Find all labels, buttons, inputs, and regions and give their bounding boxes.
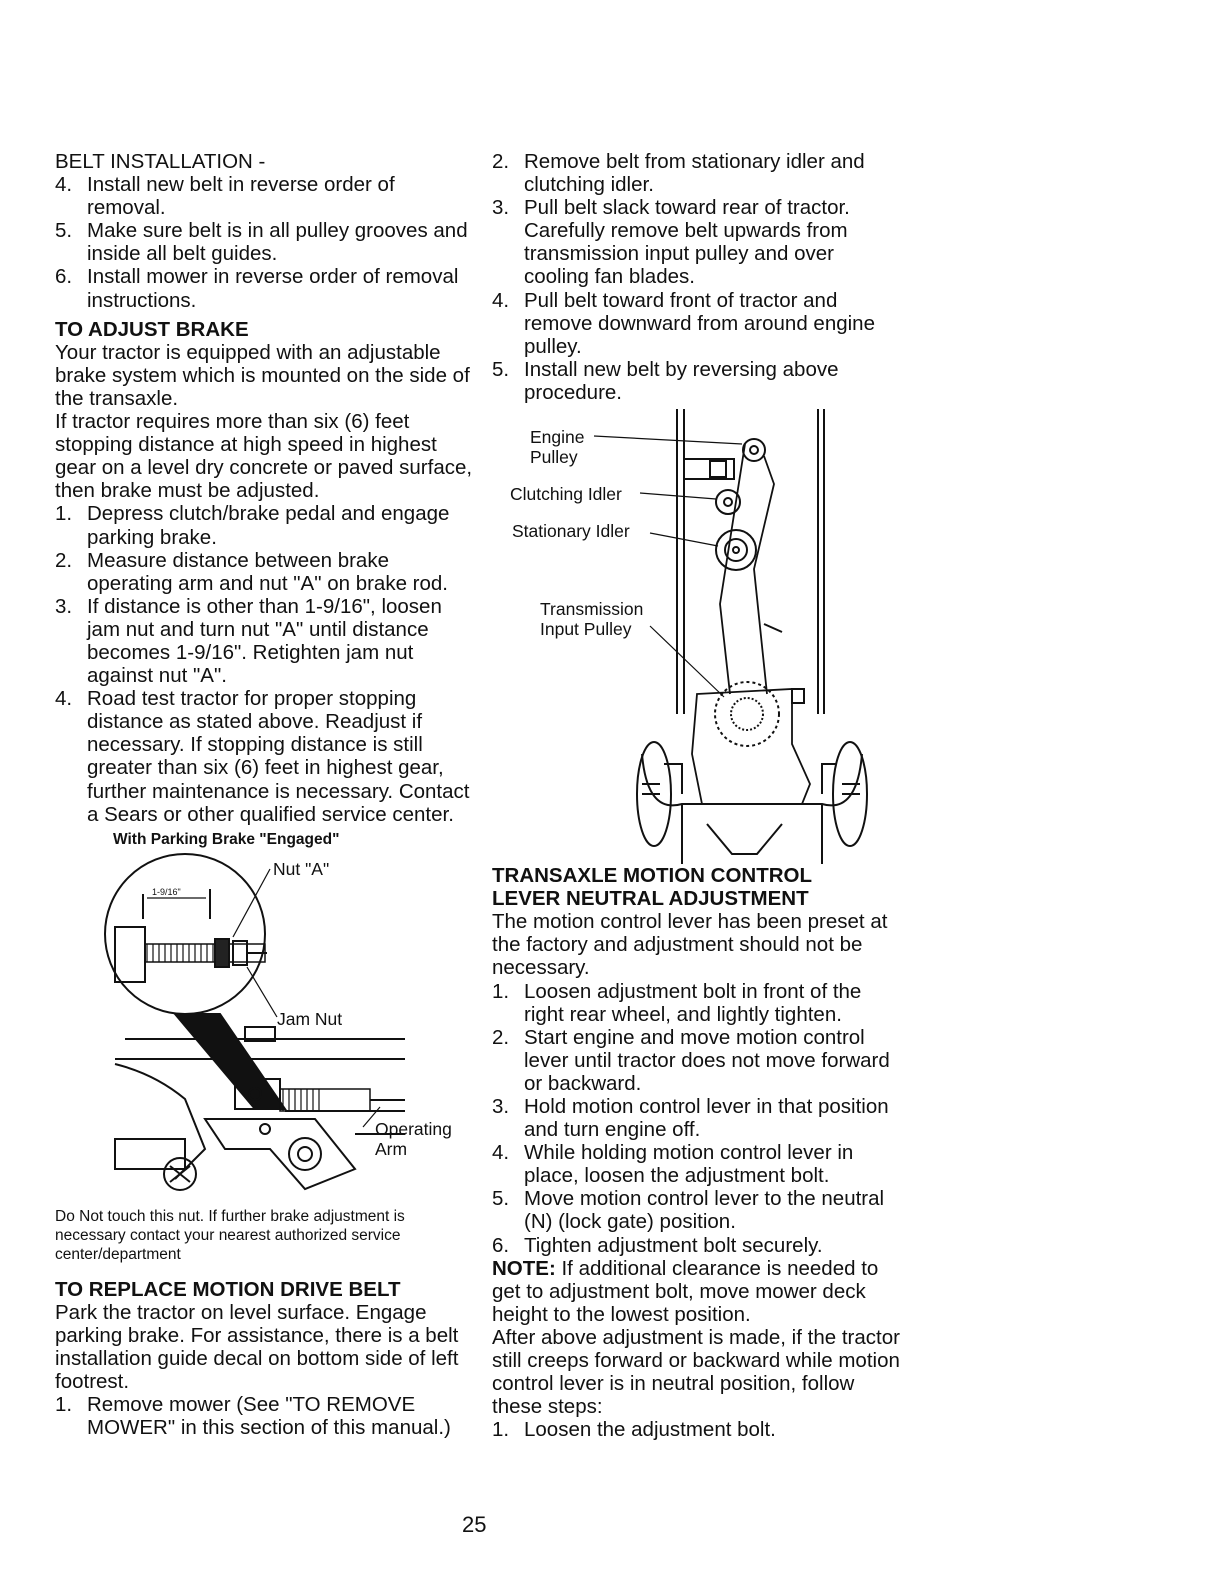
transmission-pulley-label: Transmission Input Pulley (540, 599, 644, 640)
engine-pulley-label: Engine Pulley (530, 427, 585, 468)
jam-nut-label: Jam Nut (277, 1008, 343, 1029)
list-item: 5. Make sure belt is in all pulley grooves and inside all belt guides. (55, 219, 468, 266)
list-item: 5. Install new belt by reversing above procedure. (492, 357, 839, 404)
adjust-brake-condition: If tractor requires more than six (6) feet stopping distance at high speed in highest gear on a level dry concrete or paved surface, then brake must be adjusted. (55, 410, 473, 503)
operating-arm-label: Operating Arm (375, 1118, 452, 1159)
nut-a-label: Nut "A" (273, 858, 330, 879)
list-item: 2. Start engine and move motion control lever until tractor does not move forward or backward. (492, 1025, 890, 1095)
adjust-brake-intro: Your tractor is equipped with an adjustable brake system which is mounted on the side of the transaxle. (55, 340, 470, 410)
list-item: 6. Install mower in reverse order of removal instructions. (55, 265, 459, 312)
belt-installation-heading: BELT INSTALLATION - (55, 150, 266, 173)
list-item: 3. Pull belt slack toward rear of tractor. Carefully remove belt upwards from transmission input pulley and over cooling fan blades. (492, 196, 850, 289)
list-item: 1. Remove mower (See "TO REMOVE MOWER" in this section of this manual.) (55, 1393, 451, 1440)
list-item: 2. Remove belt from stationary idler and clutching idler. (492, 150, 865, 197)
transaxle-heading-line2: LEVER NEUTRAL ADJUSTMENT (492, 887, 809, 911)
list-item: 1. Depress clutch/brake pedal and engage parking brake. (55, 502, 450, 549)
magnifier-circle (105, 854, 265, 1014)
list-item: 4. Road test tractor for proper stopping distance as stated above. Readjust if necessary. If stopping distance is still greater than six (6) feet in highest gear, further maintenance is necessary. Contact a Sears or other qualified service center. (55, 687, 470, 826)
left-column (55, 150, 475, 1439)
transaxle-intro: The motion control lever has been preset at the factory and adjustment should not be necessary. (492, 910, 888, 980)
transaxle-heading-line1: TRANSAXLE MOTION CONTROL (492, 864, 813, 888)
list-item: 1. Loosen adjustment bolt in front of the right rear wheel, and lightly tighten. (492, 979, 862, 1026)
list-item: 6. Tighten adjustment bolt securely. (492, 1233, 823, 1257)
right-column (492, 150, 902, 1441)
clutching-idler-label: Clutching Idler (510, 484, 622, 505)
replace-belt-intro: Park the tractor on level surface. Engage parking brake. For assistance, there is a belt installation guide decal on bottom side of left footrest. (55, 1300, 459, 1394)
page-number: 25 (462, 1512, 487, 1537)
note-text: If additional clearance is needed to get to adjustment bolt, move mower deck height to the lowest position. (492, 1256, 879, 1326)
list-item: 3. If distance is other than 1-9/16", loosen jam nut and turn nut "A" until distance becomes 1-9/16". Retighten jam nut against nut "A". (55, 594, 442, 688)
dimension-label: 1-9/16" (152, 886, 181, 897)
belt-installation-steps (55, 173, 475, 312)
transaxle-steps (492, 980, 902, 1257)
list-item: 4. Install new belt in reverse order of removal. (55, 173, 395, 220)
list-item: 3. Hold motion control lever in that position and turn engine off. (492, 1094, 889, 1142)
brake-figure (55, 849, 475, 1209)
adjust-brake-steps (55, 502, 475, 825)
belt-routing-figure (492, 404, 902, 864)
replace-belt-heading: TO REPLACE MOTION DRIVE BELT (55, 1277, 401, 1301)
list-item: 2. Measure distance between brake operating arm and nut "A" on brake rod. (55, 548, 448, 595)
brake-figure-note: Do Not touch this nut. If further brake adjustment is necessary contact your nearest authorized service center/department (55, 1207, 405, 1263)
transaxle-after-text: After above adjustment is made, if the tractor still creeps forward or backward while motion control lever is in neutral position, follow these steps: (492, 1325, 900, 1419)
list-item: 4. While holding motion control lever in place, loosen the adjustment bolt. (492, 1141, 854, 1188)
list-item: 1. Loosen the adjustment bolt. (492, 1418, 776, 1442)
note-label: NOTE: (492, 1256, 556, 1280)
list-item: 5. Move motion control lever to the neutral (N) (lock gate) position. (492, 1187, 885, 1234)
transaxle-note (492, 1257, 902, 1326)
list-item: 4. Pull belt toward front of tractor and remove downward from around engine pulley. (492, 288, 875, 358)
brake-figure-caption: With Parking Brake "Engaged" (113, 830, 340, 848)
belt-removal-steps (492, 150, 902, 404)
adjust-brake-heading: TO ADJUST BRAKE (55, 317, 249, 341)
stationary-idler-label: Stationary Idler (512, 521, 630, 542)
